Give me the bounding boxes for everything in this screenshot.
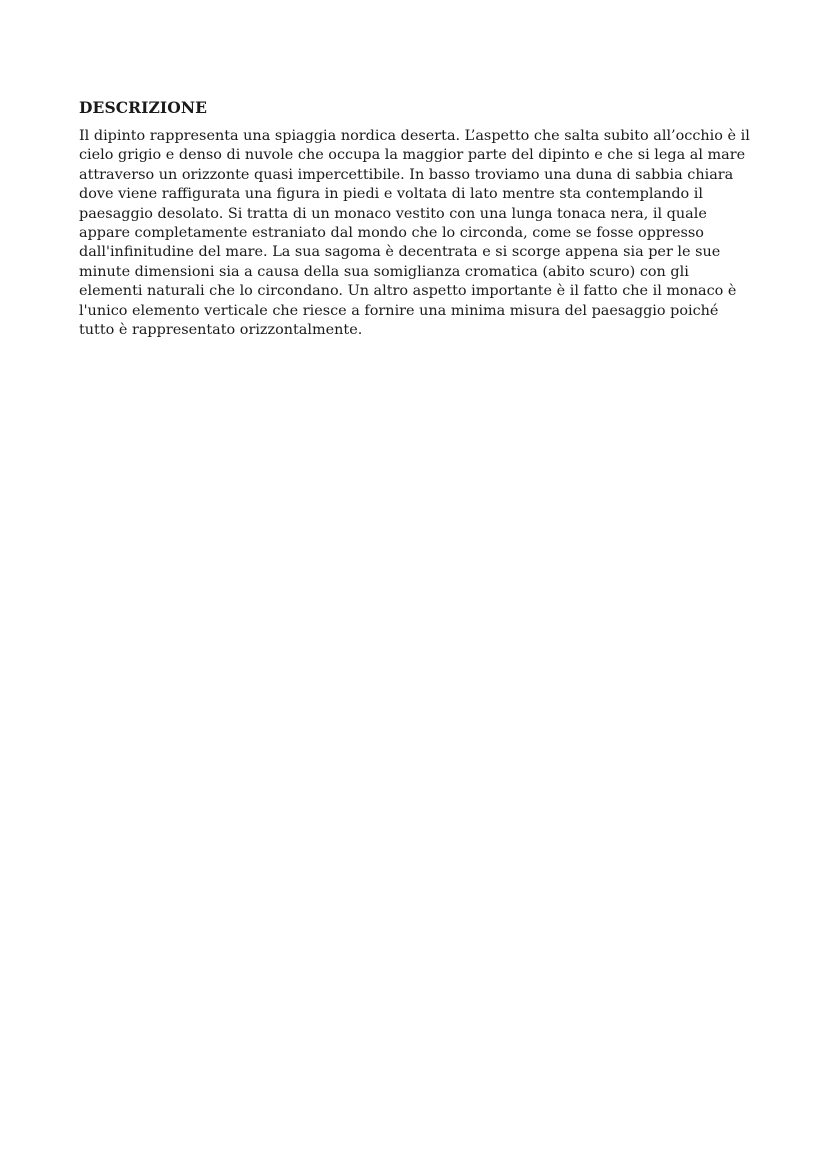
- description-paragraph: [79, 127, 759, 340]
- document-content: [79, 98, 759, 340]
- paragraph-line: cielo grigio e denso di nuvole che occupa la maggior parte del dipinto e che si lega al mare: [79, 147, 746, 164]
- section-heading: DESCRIZIONE: [79, 98, 208, 117]
- paragraph-line: tutto è rappresentato orizzontalmente.: [79, 322, 363, 339]
- paragraph-line: attraverso un orizzonte quasi impercettibile. In basso troviamo una duna di sabbia chiara: [79, 166, 734, 183]
- paragraph-line: appare completamente estraniato dal mondo che lo circonda, come se fosse oppresso: [79, 225, 704, 242]
- paragraph-line: l'unico elemento verticale che riesce a fornire una minima misura del paesaggio poiché: [79, 302, 719, 319]
- paragraph-line: dall'infinitudine del mare. La sua sagoma è decentrata e si scorge appena sia per le sue: [79, 244, 721, 261]
- paragraph-line: paesaggio desolato. Si tratta di un monaco vestito con una lunga tonaca nera, il quale: [79, 205, 707, 222]
- paragraph-line: Il dipinto rappresenta una spiaggia nordica deserta. L’aspetto che salta subito all’occhio è il: [79, 128, 750, 144]
- paragraph-line: elementi naturali che lo circondano. Un altro aspetto importante è il fatto che il monaco è: [79, 283, 737, 300]
- paragraph-line: dove viene raffigurata una figura in piedi e voltata di lato mentre sta contemplando il: [79, 186, 703, 203]
- paragraph-line: minute dimensioni sia a causa della sua somiglianza cromatica (abito scuro) con gli: [79, 263, 689, 280]
